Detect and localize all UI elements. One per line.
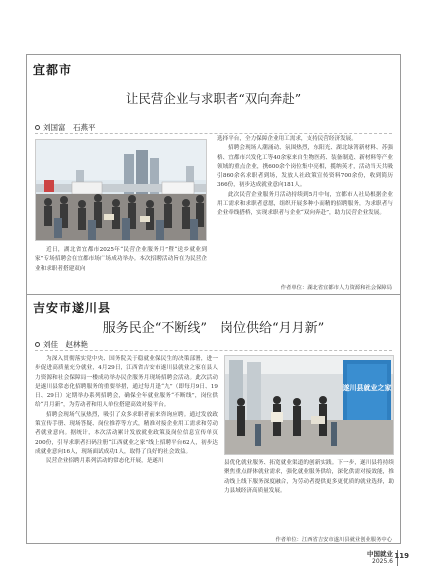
article-suichuan (26, 294, 401, 544)
office-scene-illustration (225, 356, 394, 455)
paragraph: 县优化就业服务、拓宽就业渠道的创新实践。下一步，遂川县将持续聚焦重点群体就业需求，强化就业服务供给，深化供需对接效能，推动线上线下服务深度融合，为劳动者提供更多更优质的就业选择，助力县域经济高质量发展。 (224, 460, 394, 494)
paragraph: 招聘会现场人潮涌动、氛围热烈，东阳光、湖北绿箐新材料、苏强格、宜都市兴发化工等40余家来自生物医药、装备制造、新材料等产业领域的重点企业，携600余个岗位集中亮相，揽纳英才，活动当天共吸引860余名求职者到场，发放人社政策宣传资料700余份，收到简历366份，初步达成就业意向181人。 (217, 145, 393, 189)
left-column-text (35, 246, 207, 274)
author-affiliation: 作者单位：江西省吉安市遂川县就业创业服务中心 (275, 537, 392, 543)
author-affiliation: 作者单位：湖北省宜都市人力资源和社会保障局 (280, 285, 392, 291)
paragraph: 此次民营企业服务月活动持续到5月中旬，宜都市人社局根据企业用工需求和求职者意愿，组织开展多种小而精的招聘服务，为求职者与企业牵线搭桥，实现求职者与企业“双向奔赴”，助力民营企业发展。 (217, 191, 393, 217)
magazine-name: 中国就业 (367, 550, 393, 558)
paragraph: 选择平台，全力保障企业用工需求，支持民营经济发展。 (217, 136, 357, 142)
job-fair-photo (35, 139, 207, 241)
author-bullet-icon (35, 125, 40, 130)
right-column-text (217, 135, 393, 219)
paragraph: 为深入贯彻落实党中央、国务院关于稳就业保民生的决策部署，进一步促进高质量充分就业，4月29日，江西省吉安市遂川县就业之家在县人力资源和社会保障局一楼成功举办民企服务月现场招聘会活动。此次活动是遂川县常态化招聘服务的重要举措，通过每月逢“九”（即每月9日、19日、29日）定期举办系列招聘会，确保全年就业服务“不断线”，岗位供给“月月新”，为劳动者和用人单位搭建高效对接平台。 (35, 356, 218, 409)
magazine-footer (367, 550, 393, 566)
crowd-scene-illustration (36, 140, 207, 241)
issue-number: 2025.6 (372, 558, 393, 565)
article-yidu (26, 54, 401, 296)
paragraph: 近日，湖北省宜都市2025年“民营企业服务月”暨“送乡就业到家”专场招聘会在宜都市场广场成功举办。本次招聘活动旨在为民营企业和求职者搭建双向 (35, 247, 207, 272)
author-bullet-icon (35, 342, 40, 347)
authors: 刘国富 石燕平 (43, 123, 96, 132)
article-headline: 服务民企“不断线” 岗位供给“月月新” (102, 321, 325, 336)
paragraph: 民营企业招聘月系列活动的常态化开展，是遂川 (46, 458, 164, 465)
employment-service-photo (224, 355, 394, 455)
divider (35, 350, 392, 351)
article-headline: 让民营企业与求职者“双向奔赴” (125, 91, 302, 106)
divider (35, 133, 392, 134)
left-column-text (35, 355, 218, 467)
right-column-text (224, 459, 394, 496)
region-tag: 宜都市 (33, 63, 73, 77)
sign-text: 遂川县就业之家 (342, 384, 392, 392)
paragraph: 招聘会现场气氛热烈，吸引了众多求职者前来咨询应聘。通过发放政策宣传手册、现场答疑、岗位推荐等方式，精准对接企业用工需求和劳动者就业意向。据统计，本次活动累计发放就业政策及岗位信息宣传单页200份，引导求职者扫码注册“江西就业之家”线上招聘平台62人，初步达成就业意向16人，现场面试成功1人，取得了良好的社会效益。 (35, 411, 218, 455)
authors: 刘佳 赵林艳 (43, 340, 88, 349)
author-line (35, 339, 88, 350)
region-tag: 吉安市遂川县 (33, 301, 112, 315)
page-number: 119 (394, 552, 409, 560)
author-line (35, 122, 96, 133)
